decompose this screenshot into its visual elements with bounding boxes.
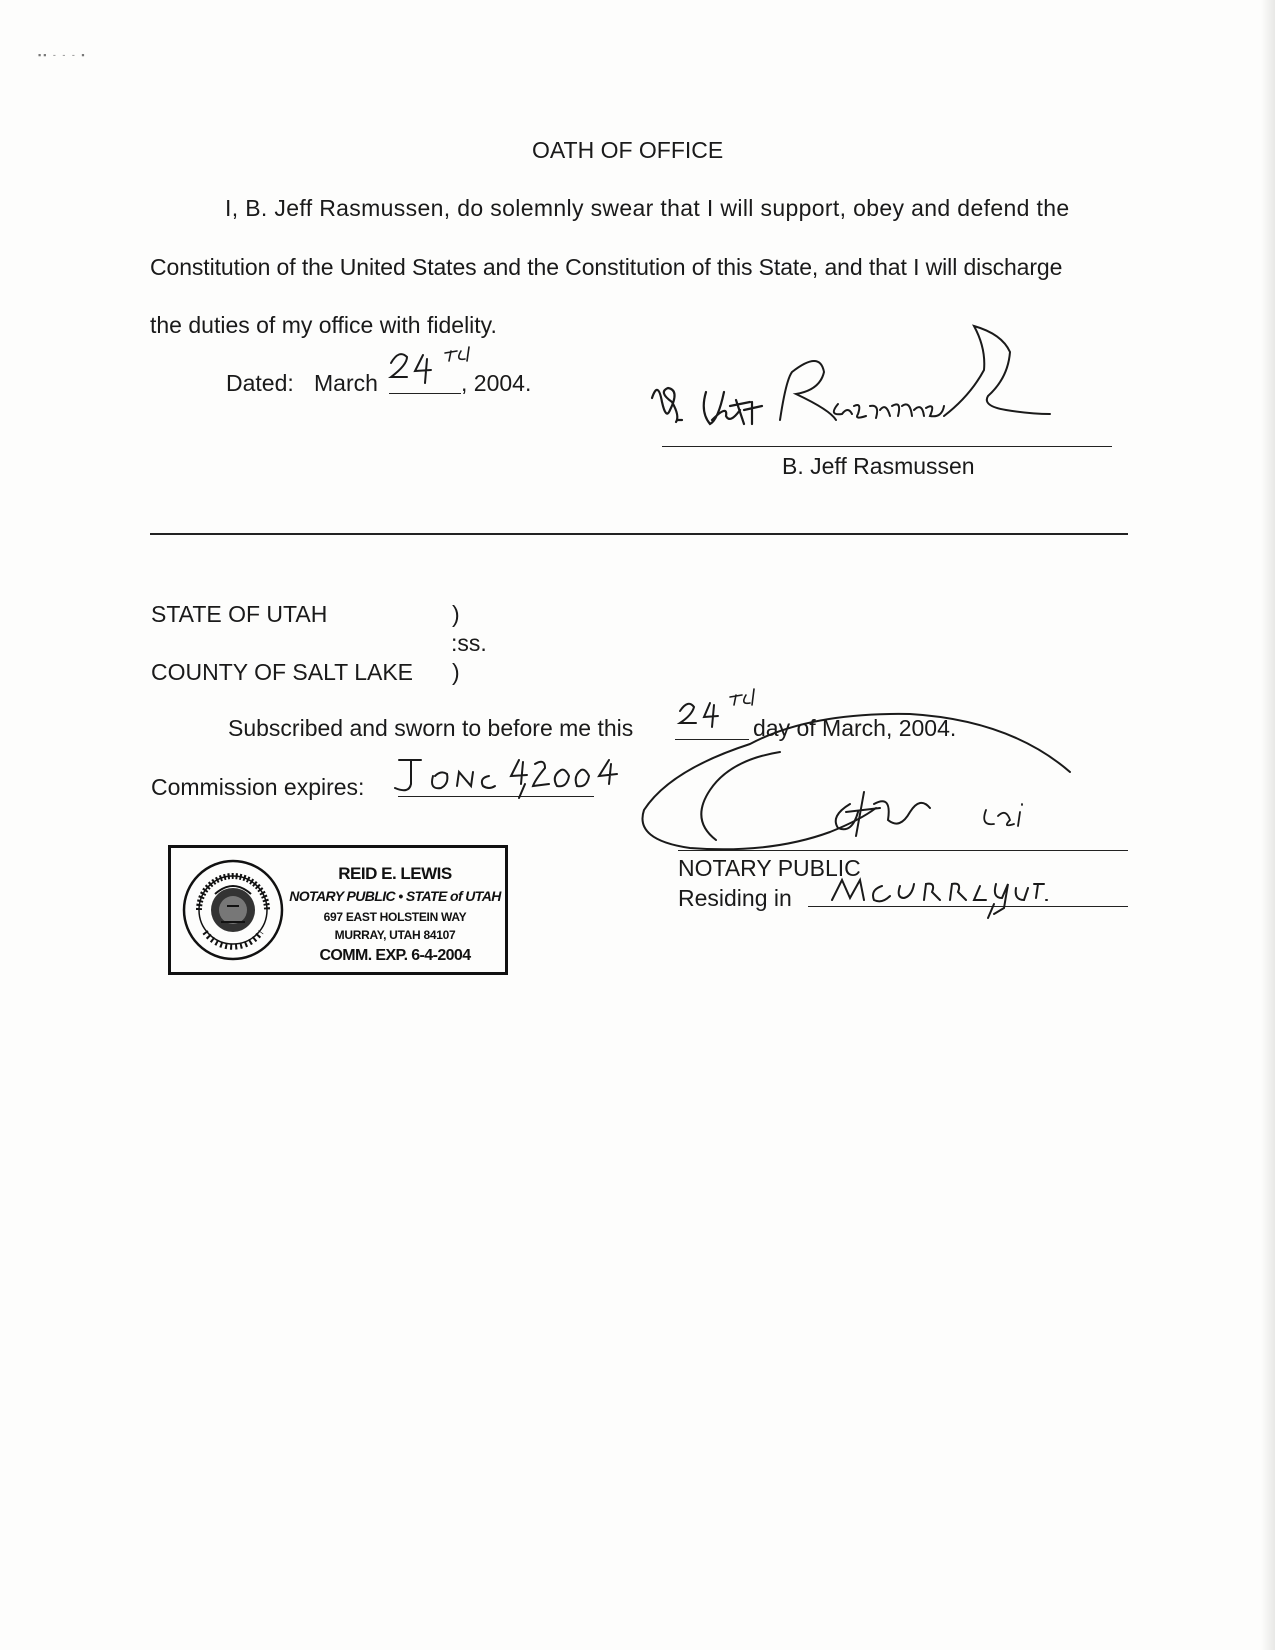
page-edge-shadow [1261,0,1275,1650]
subscribed-label: Subscribed and sworn to before me this [228,715,634,741]
dated-label: Dated: [226,370,294,396]
signature-line [662,446,1112,447]
document-title: OATH OF OFFICE [532,137,724,163]
commission-label: Commission expires: [151,774,365,800]
venue-paren-top: ) [452,601,460,627]
oath-signature-handwritten [640,320,1090,450]
residing-blank-line [808,906,1128,907]
notary-signature-line [678,850,1128,851]
signer-name: B. Jeff Rasmussen [782,453,975,479]
section-divider [150,533,1128,535]
venue-ss: :ss. [451,630,487,656]
notary-public-label: NOTARY PUBLIC [678,855,861,881]
subscribed-day-blank-line [675,739,749,740]
commission-blank-line [398,796,594,797]
notary-stamp [168,845,508,975]
dated-month: March [314,370,378,396]
venue-paren-bottom: ) [452,659,460,685]
stamp-address-line-2: MURRAY, UTAH 84107 [334,928,456,942]
stamp-commission-expiration: COMM. EXP. 6-4-2004 [319,947,471,964]
stamp-address-line-1: 697 EAST HOLSTEIN WAY [323,910,467,924]
stamp-notary-title: NOTARY PUBLIC • STATE of UTAH [289,888,501,904]
residing-label: Residing in [678,885,792,911]
stamp-notary-name: REID E. LEWIS [338,864,452,883]
venue-state: STATE OF UTAH [151,601,328,627]
oath-paragraph-line-1: I, B. Jeff Rasmussen, do solemnly swear that I will support, obey and defend the [225,195,1070,221]
dated-day-blank-line [389,393,461,394]
state-seal-icon [181,858,285,962]
dated-year: , 2004. [461,370,532,396]
subscribed-rest: day of March, 2004. [753,715,957,741]
oath-paragraph-line-2: Constitution of the United States and the Constitution of this State, and that I will discharge [150,254,1063,280]
scan-artifact-marks: ▪▪ ‑ ‑ ‑ ▪ [38,50,87,60]
venue-county: COUNTY OF SALT LAKE [151,659,414,685]
oath-paragraph-line-3: the duties of my office with fidelity. [150,312,497,338]
